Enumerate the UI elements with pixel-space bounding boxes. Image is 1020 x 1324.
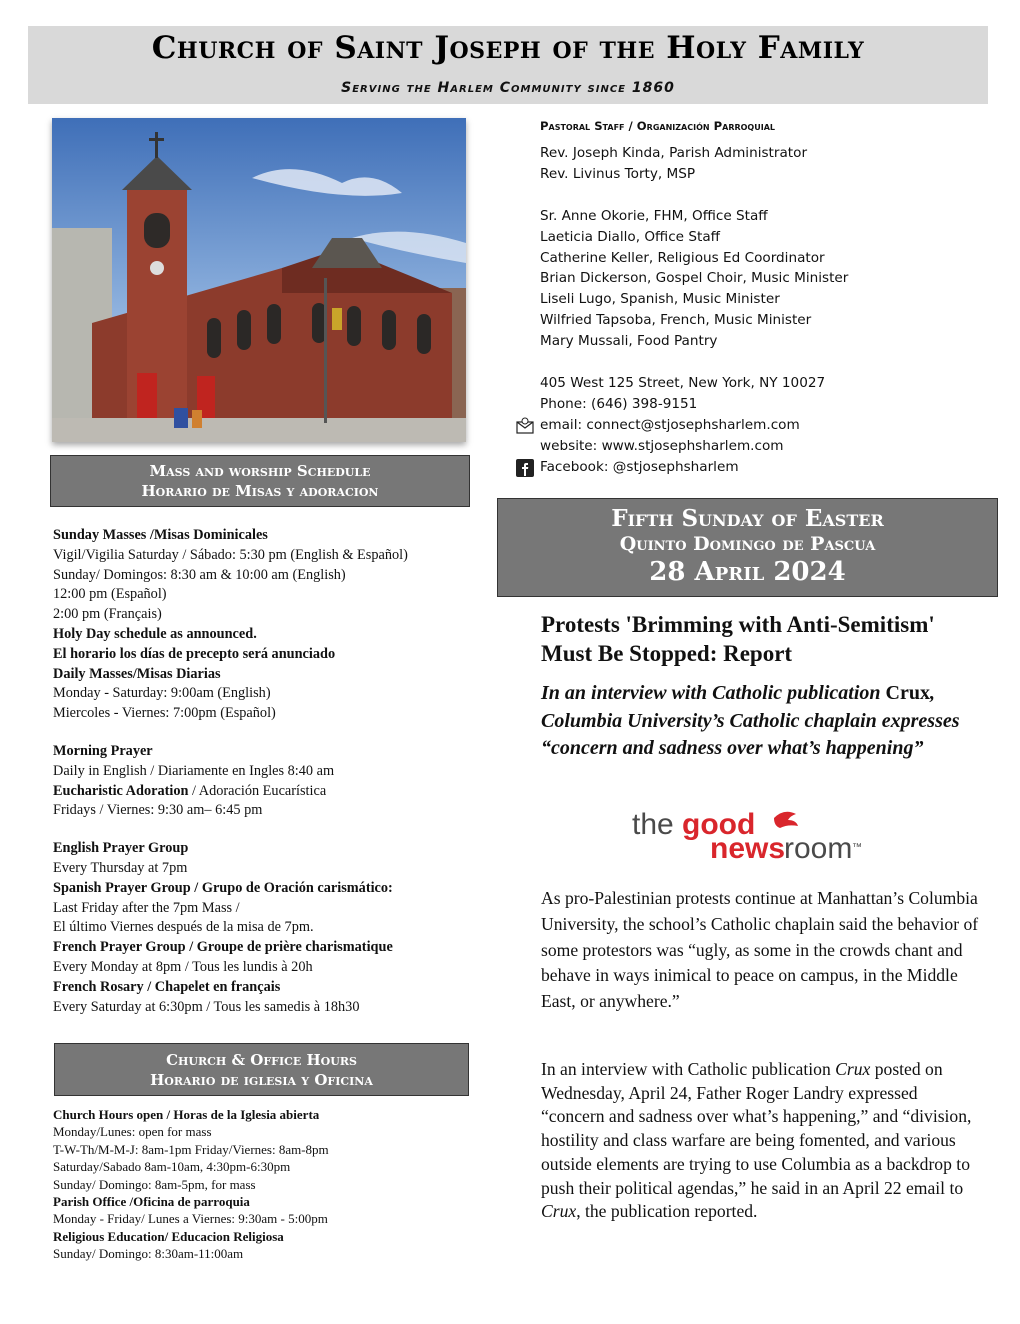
email-row[interactable] — [540, 415, 960, 436]
office-hours — [53, 1106, 493, 1263]
logo-room: room — [784, 832, 853, 864]
dek-crux: Crux — [885, 682, 930, 704]
adoration-title-row — [53, 782, 493, 802]
french-rosary-title: French Rosary / Chapelet en français — [53, 978, 281, 995]
holy-day-english: Holy Day schedule as announced. — [53, 625, 257, 642]
parish-office-time: Monday - Friday/ Lunes a Viernes: 9:30am - 5:00pm — [53, 1211, 328, 1227]
morning-prayer-time: Daily in English / Diariamente en Ingles 8:40 am — [53, 762, 335, 779]
church-hours-title: Church Hours open / Horas de la Iglesia abierta — [53, 1107, 320, 1122]
mass-schedule-header — [50, 455, 470, 507]
para2-c: , the publication reported. — [576, 1201, 758, 1222]
spanish-prayer-time-1: Last Friday after the 7pm Mass / — [53, 899, 240, 916]
dek-part2: , Columbia University’s Catholic chaplain expresses “concern and sadness over what’s happening” — [541, 682, 960, 759]
mass-header-line2: Horario de Misas y adoracion — [141, 482, 379, 500]
email-icon — [516, 417, 534, 435]
hours-header-line2: Horario de iglesia y Oficina — [150, 1071, 373, 1089]
mass-header-line1: Mass and worship Schedule — [149, 462, 371, 480]
staff-member: Sr. Anne Okorie, FHM, Office Staff — [540, 207, 768, 224]
staff-title: Pastoral Staff / Organización Parroquial — [540, 119, 775, 133]
dove-icon — [774, 812, 798, 828]
staff-member: Catherine Keller, Religious Ed Coordinator — [540, 249, 825, 266]
liturgical-date: 28 April 2024 — [649, 557, 846, 587]
office-hours-header — [54, 1043, 469, 1096]
para2-b: posted on Wednesday, April 24, Father Roger Landry expressed “concern and sadness over what’s happening,” and “division, hostility and class warfare are being fomented, and various outside elements are trying to use Columbia as a backdrop to push their political agendas,” he said in an April 22 email to — [541, 1059, 972, 1198]
liturgical-title-english: Fifth Sunday of Easter — [611, 505, 884, 532]
staff-member: Rev. Joseph Kinda, Parish Administrator — [540, 144, 808, 161]
french-prayer-time: Every Monday at 8pm / Tous les lundis à 20h — [53, 958, 313, 975]
good-news-room-logo — [632, 806, 892, 864]
holy-day-spanish: El horario los días de precepto será anunciado — [53, 645, 336, 662]
pastoral-staff — [540, 116, 960, 478]
church-photo — [52, 118, 466, 442]
para2-a: In an interview with Catholic publication — [541, 1059, 836, 1079]
spanish-prayer-time-2: El último Viernes después de la misa de 7pm. — [53, 919, 314, 936]
church-hours-saturday: Saturday/Sabado 8am-10am, 4:30pm-6:30pm — [53, 1159, 291, 1175]
staff-member: Liseli Lugo, Spanish, Music Minister — [540, 291, 780, 308]
adoration-time: Fridays / Viernes: 9:30 am– 6:45 pm — [53, 802, 263, 819]
staff-member: Rev. Livinus Torty, MSP — [540, 165, 696, 182]
daily-english-time: Monday - Saturday: 9:00am (English) — [53, 685, 271, 702]
religious-ed-title: Religious Education/ Educacion Religiosa — [53, 1228, 284, 1244]
church-subtitle: Serving the Harlem Community since 1860 — [341, 80, 675, 96]
church-hours-monday: Monday/Lunes: open for mass — [53, 1124, 212, 1140]
morning-prayer-title: Morning Prayer — [53, 742, 153, 759]
para2-crux-2: Crux — [541, 1201, 577, 1222]
religious-ed-time: Sunday/ Domingo: 8:30am-11:00am — [53, 1246, 244, 1262]
staff-member: Wilfried Tapsoba, French, Music Minister — [540, 312, 812, 329]
sunday-english-time: Sunday/ Domingos: 8:30 am & 10:00 am (English) — [53, 566, 346, 583]
parish-office-title: Parish Office /Oficina de parroquia — [53, 1194, 250, 1210]
address: 405 West 125 Street, New York, NY 10027 — [540, 375, 826, 392]
liturgical-title-spanish: Quinto Domingo de Pascua — [619, 533, 876, 555]
facebook-row[interactable] — [540, 457, 960, 478]
adoration-title-rest: / Adoración Eucarística — [188, 782, 327, 799]
mass-schedule — [53, 526, 493, 1017]
logo-good: good — [682, 808, 756, 841]
church-title: Church of Saint Joseph of the Holy Family — [151, 30, 865, 66]
para2-crux-1: Crux — [835, 1059, 871, 1079]
dek-part1: In an interview with Catholic publication — [541, 682, 886, 704]
sunday-masses-title: Sunday Masses /Misas Dominicales — [53, 527, 268, 543]
english-prayer-time: Every Thursday at 7pm — [53, 859, 188, 876]
liturgical-date-box — [497, 498, 998, 597]
adoration-title: Eucharistic Adoration — [53, 782, 189, 799]
french-prayer-title: French Prayer Group / Groupe de prière charismatique — [53, 939, 393, 956]
article-headline: Protests 'Brimming with Anti-Semitism' Must Be Stopped: Report — [541, 612, 935, 666]
phone: Phone: (646) 398-9151 — [540, 395, 698, 412]
logo-the: the — [632, 808, 674, 841]
daily-spanish-time: Miercoles - Viernes: 7:00pm (Español) — [53, 705, 276, 722]
vigil-time: Vigil/Vigilia Saturday / Sábado: 5:30 pm (English & Español) — [53, 546, 408, 563]
daily-masses-title: Daily Masses/Misas Diarias — [53, 665, 221, 682]
logo-tm: ™ — [852, 842, 862, 853]
logo-news: news — [710, 832, 786, 864]
article-paragraph-2 — [541, 1058, 981, 1224]
sunday-spanish-time: 12:00 pm (Español) — [53, 586, 167, 603]
english-prayer-title: English Prayer Group — [53, 840, 189, 857]
facebook-icon — [516, 459, 534, 477]
staff-member: Mary Mussali, Food Pantry — [540, 333, 718, 350]
article-dek — [541, 680, 981, 763]
masthead — [28, 26, 988, 104]
spanish-prayer-title: Spanish Prayer Group / Grupo de Oración carismático: — [53, 879, 393, 896]
email-link[interactable]: email: connect@stjosephsharlem.com — [540, 416, 800, 433]
staff-member: Brian Dickerson, Gospel Choir, Music Minister — [540, 270, 849, 287]
church-hours-sunday: Sunday/ Domingo: 8am-5pm, for mass — [53, 1176, 256, 1192]
church-hours-weekdays: T-W-Th/M-M-J: 8am-1pm Friday/Viernes: 8am-8pm — [53, 1141, 329, 1157]
article-paragraph-1: As pro-Palestinian protests continue at Manhattan’s Columbia University, the school’s Catholic chaplain said the behavior of some protestors was “ugly, as some in the crowds chant and behave in ways inimical to peace on campus, in the Middle East, or anywhere.” — [541, 888, 979, 1012]
sunday-french-time: 2:00 pm (Français) — [53, 606, 162, 623]
website-link[interactable]: website: www.stjosephsharlem.com — [540, 437, 784, 454]
french-rosary-time: Every Saturday at 6:30pm / Tous les samedis à 18h30 — [53, 998, 360, 1015]
hours-header-line1: Church & Office Hours — [166, 1051, 357, 1069]
staff-member: Laeticia Diallo, Office Staff — [540, 228, 721, 245]
facebook-link[interactable]: Facebook: @stjosephsharlem — [540, 458, 739, 475]
